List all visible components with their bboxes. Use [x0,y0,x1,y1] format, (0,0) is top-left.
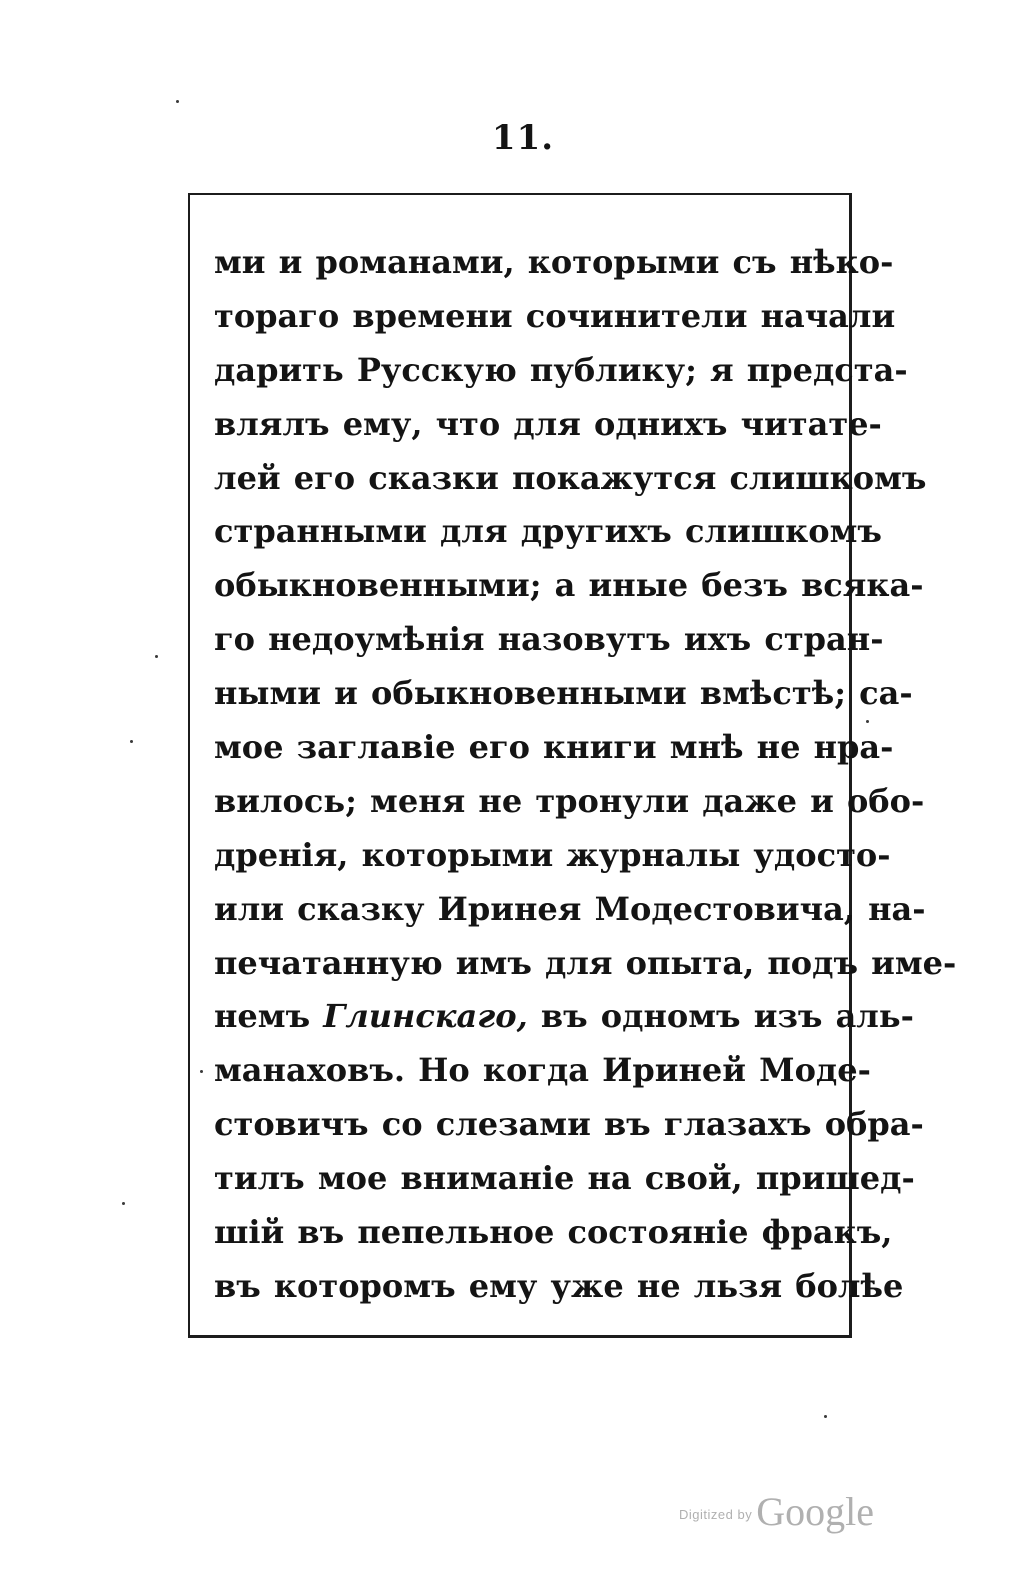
ink-speck [176,100,179,103]
text-line: печатанную имъ для опыта, подъ име- [214,943,957,982]
text-line: обыкновенными; а иные безъ всяка- [214,566,924,605]
text-line: лей его сказки покажутся слишкомъ [214,458,927,497]
text-line: тилъ мое вниманіе на свой, пришед- [214,1159,915,1198]
ink-speck [200,1070,203,1073]
text-line: го недоумѣнія назовутъ ихъ стран- [214,620,884,659]
text-line: въ которомъ ему уже не льзя болѣе [214,1266,904,1305]
text-line: шій въ пепельное состояніе фракъ, [214,1213,893,1252]
text-line: ми и романами, которыми съ нѣко- [214,243,894,281]
ink-speck [824,1415,827,1418]
text-line-with-italic-name [214,990,914,1044]
page-number: 11. [491,118,555,158]
text-line: странными для другихъ слишкомъ [214,512,882,551]
text-line: манаховъ. Но когда Ириней Моде- [214,1051,871,1090]
text-line: ными и обыкновенными вмѣстѣ; са- [214,674,913,713]
text-fragment: въ одномъ изъ аль- [540,997,914,1036]
text-line: мое заглавіе его книги мнѣ не нра- [214,728,894,767]
text-line: дарить Русскую публику; я предста- [214,350,908,389]
digitized-by-google-watermark [679,1488,874,1535]
watermark-prefix: Digitized by [679,1507,753,1522]
google-logo-text: Google [756,1489,874,1534]
text-line: стовичъ со слезами въ глазахъ обра- [214,1105,924,1144]
text-line: или сказку Иринея Модестовича, на- [214,889,926,928]
text-line: вилось; меня не тронули даже и обо- [214,781,925,820]
ink-speck [866,720,869,723]
text-line: тораго времени сочинители начали [214,296,896,335]
ink-speck [155,655,158,658]
text-line: дренія, которыми журналы удосто- [214,835,891,874]
ink-speck [130,740,133,743]
text-line: влялъ ему, что для однихъ читате- [214,404,882,443]
body-text [214,236,957,1314]
text-fragment: немъ [214,997,311,1036]
ink-speck [122,1202,125,1205]
italic-name: Глинскаго, [323,997,528,1036]
